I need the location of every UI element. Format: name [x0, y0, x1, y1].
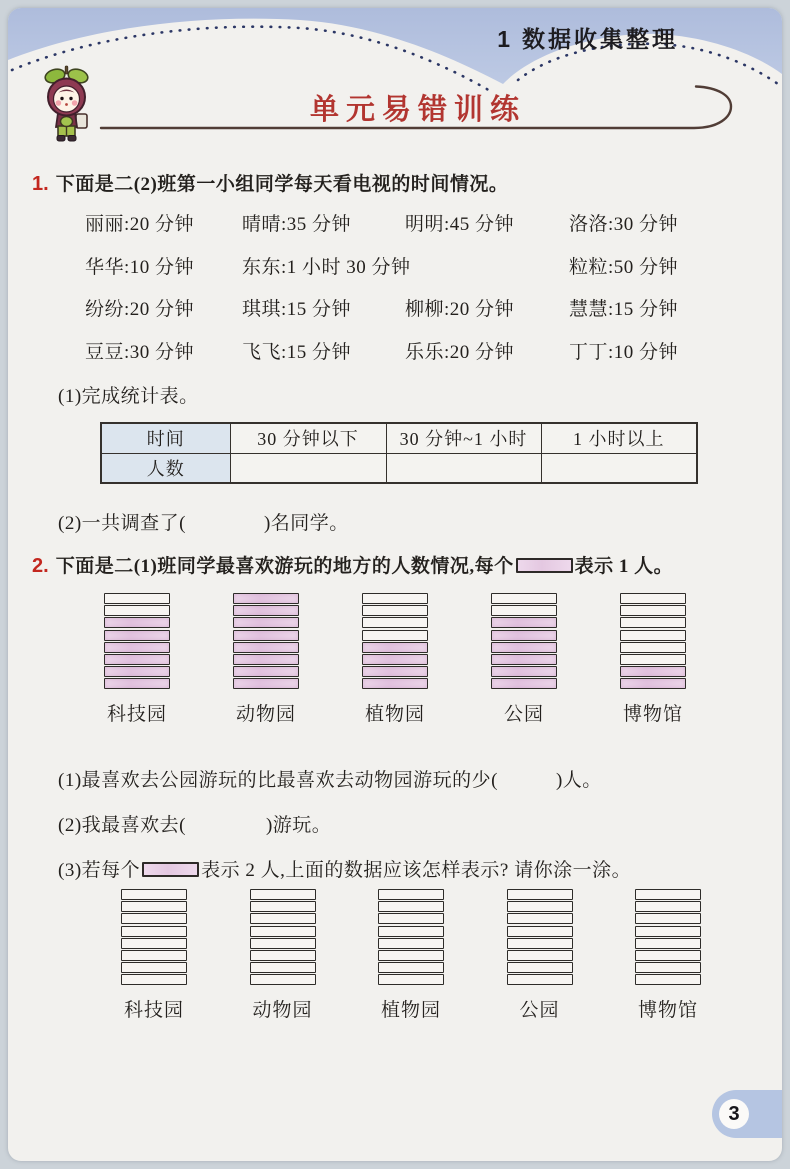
pictograph-cell — [362, 630, 428, 641]
pictograph-column — [378, 889, 444, 1022]
pictograph-cell — [620, 630, 686, 641]
question-1-sub-2 — [58, 508, 349, 535]
pictograph-cell — [362, 617, 428, 628]
question-2-sub-1-suffix: )人。 — [555, 770, 602, 791]
pictograph-cell — [250, 938, 316, 949]
category-label: 科技园 — [123, 999, 184, 1021]
statistics-table — [100, 422, 698, 484]
page-title: 单元易错训练 — [309, 94, 526, 126]
pictograph-cell — [635, 962, 701, 973]
pictograph-cell — [104, 605, 170, 616]
pictograph-column — [635, 889, 701, 1022]
pictograph-chart-1 — [104, 593, 686, 726]
tv-time-entry: 晴晴:35 分钟 — [242, 214, 352, 235]
tv-time-entry: 慧慧:15 分钟 — [569, 299, 679, 321]
question-2-sub-3-suffix: 表示 2 人,上面的数据应该怎样表示? 请你涂一涂。 — [201, 860, 632, 881]
category-label: 公园 — [519, 999, 560, 1021]
question-1-number: 1. — [32, 173, 49, 195]
tv-time-entry: 飞飞:15 分钟 — [242, 341, 352, 363]
pictograph-cell — [635, 889, 701, 900]
table-cell: 1 小时以上 — [541, 423, 697, 453]
question-2 — [32, 551, 673, 578]
pictograph-cell — [620, 593, 686, 604]
question-2-sub-2-suffix: )游玩。 — [265, 815, 332, 836]
workbook-page — [8, 8, 782, 1161]
pictograph-cell — [507, 950, 573, 961]
pictograph-column — [104, 593, 170, 726]
pictograph-column — [250, 889, 316, 1022]
pictograph-cell-stack — [507, 889, 573, 987]
question-2-number: 2. — [32, 555, 49, 577]
pictograph-cell — [121, 901, 187, 912]
pictograph-cell — [121, 913, 187, 924]
pictograph-chart-2-empty — [121, 889, 701, 1022]
category-label: 公园 — [503, 703, 544, 725]
tv-time-entry: 华华:10 分钟 — [85, 256, 195, 278]
pictograph-cell — [507, 901, 573, 912]
pictograph-cell-stack — [635, 889, 701, 987]
category-label: 动物园 — [252, 999, 313, 1021]
tv-time-entries-grid — [85, 209, 743, 379]
page-number-pill — [712, 1090, 782, 1138]
pictograph-cell — [491, 605, 557, 616]
tv-time-entry: 丽丽:20 分钟 — [85, 214, 195, 235]
pictograph-cell — [121, 926, 187, 937]
pictograph-cell-filled — [104, 617, 170, 628]
pictograph-cell — [250, 889, 316, 900]
tv-time-entry: 纷纷:20 分钟 — [85, 299, 195, 321]
page-number: 3 — [719, 1099, 749, 1129]
pictograph-cell-filled — [104, 666, 170, 677]
pictograph-cell-filled — [491, 678, 557, 689]
question-2-sub-3-prefix: (3)若每个 — [58, 860, 141, 881]
pictograph-cell — [635, 901, 701, 912]
question-2-sub-2-prefix: (2)我最喜欢去( — [58, 815, 186, 836]
category-label: 科技园 — [106, 703, 167, 725]
pictograph-cell — [620, 654, 686, 665]
pictograph-cell-filled — [491, 617, 557, 628]
question-2-sub-2 — [58, 810, 331, 837]
pictograph-cell — [507, 889, 573, 900]
pictograph-cell — [250, 950, 316, 961]
question-2-sub-1 — [58, 765, 602, 792]
tv-time-entry: 明明:45 分钟 — [405, 214, 515, 235]
pictograph-cell-filled — [233, 666, 299, 677]
pictograph-cell — [250, 913, 316, 924]
statistics-table-body — [101, 423, 697, 483]
pictograph-column — [507, 889, 573, 1022]
question-1-sub-2-suffix: )名同学。 — [263, 513, 349, 534]
pictograph-cell-stack — [362, 593, 428, 691]
chapter-title: 数据收集整理 — [522, 26, 678, 52]
category-label: 博物馆 — [622, 703, 683, 725]
pictograph-cell — [378, 950, 444, 961]
pictograph-cell — [250, 962, 316, 973]
table-cell: 30 分钟以下 — [230, 423, 386, 453]
pictograph-cell — [620, 642, 686, 653]
pictograph-cell — [491, 593, 557, 604]
pictograph-cell — [635, 974, 701, 985]
pictograph-cell-filled — [362, 666, 428, 677]
question-1-sub-2-prefix: (2)一共调查了( — [58, 513, 186, 534]
pictograph-cell-stack — [121, 889, 187, 987]
pictograph-cell — [104, 593, 170, 604]
legend-pink-box — [142, 862, 199, 877]
pictograph-cell-filled — [362, 654, 428, 665]
pictograph-column — [233, 593, 299, 726]
pictograph-cell — [121, 938, 187, 949]
pictograph-cell-filled — [104, 630, 170, 641]
pictograph-cell-filled — [491, 666, 557, 677]
pictograph-cell — [121, 889, 187, 900]
pictograph-cell — [378, 889, 444, 900]
pictograph-cell — [635, 950, 701, 961]
pictograph-column — [491, 593, 557, 726]
tv-time-entry: 琪琪:15 分钟 — [242, 299, 352, 321]
pictograph-cell-stack — [378, 889, 444, 987]
pictograph-cell — [378, 901, 444, 912]
pictograph-cell-filled — [233, 605, 299, 616]
pictograph-cell — [378, 974, 444, 985]
pictograph-cell — [121, 950, 187, 961]
question-2-text-suffix: 表示 1 人。 — [574, 556, 674, 577]
pictograph-cell-filled — [233, 678, 299, 689]
pictograph-cell-filled — [104, 678, 170, 689]
pictograph-cell — [250, 974, 316, 985]
category-label: 博物馆 — [637, 999, 698, 1021]
pictograph-cell — [620, 617, 686, 628]
pictograph-cell-stack — [620, 593, 686, 691]
pictograph-column — [121, 889, 187, 1022]
pictograph-cell — [378, 962, 444, 973]
pictograph-cell-filled — [362, 678, 428, 689]
pictograph-cell — [121, 962, 187, 973]
pictograph-cell-filled — [233, 593, 299, 604]
pictograph-cell — [635, 913, 701, 924]
tv-time-entry: 丁丁:10 分钟 — [569, 341, 679, 363]
question-1-sub-1: (1)完成统计表。 — [58, 386, 199, 407]
pictograph-cell — [635, 926, 701, 937]
pictograph-cell-filled — [104, 654, 170, 665]
tv-time-entry: 乐乐:20 分钟 — [405, 341, 515, 363]
question-1 — [32, 169, 508, 196]
table-label-cell: 人数 — [101, 453, 230, 483]
pictograph-cell-filled — [491, 654, 557, 665]
question-2-text-prefix: 下面是二(1)班同学最喜欢游玩的地方的人数情况,每个 — [55, 556, 514, 577]
pictograph-cell — [378, 926, 444, 937]
pictograph-cell-filled — [233, 642, 299, 653]
pictograph-cell-filled — [620, 666, 686, 677]
pictograph-cell — [620, 605, 686, 616]
pictograph-column — [362, 593, 428, 726]
pictograph-cell-filled — [233, 630, 299, 641]
tv-time-entry: 豆豆:30 分钟 — [85, 341, 195, 363]
pictograph-cell — [507, 926, 573, 937]
pictograph-cell-stack — [250, 889, 316, 987]
pictograph-cell-filled — [233, 654, 299, 665]
category-label: 动物园 — [235, 703, 296, 725]
table-label-cell: 时间 — [101, 423, 230, 453]
category-label: 植物园 — [364, 703, 425, 725]
chapter-number: 1 — [497, 26, 510, 52]
table-cell — [386, 453, 541, 483]
pictograph-cell — [121, 974, 187, 985]
pictograph-cell — [507, 938, 573, 949]
chapter-header — [497, 21, 678, 54]
tv-time-entry: 洛洛:30 分钟 — [569, 214, 679, 235]
table-cell — [230, 453, 386, 483]
question-2-sub-3 — [58, 855, 631, 882]
question-1-text: 下面是二(2)班第一小组同学每天看电视的时间情况。 — [55, 174, 509, 195]
pictograph-cell-filled — [104, 642, 170, 653]
tv-time-entry: 粒粒:50 分钟 — [569, 256, 679, 278]
pictograph-cell — [362, 593, 428, 604]
table-row — [101, 423, 697, 453]
pictograph-cell — [250, 901, 316, 912]
table-cell — [541, 453, 697, 483]
pictograph-column — [620, 593, 686, 726]
question-2-sub-1-prefix: (1)最喜欢去公园游玩的比最喜欢去动物园游玩的少( — [58, 770, 498, 791]
legend-pink-box — [516, 558, 573, 573]
pictograph-cell — [507, 962, 573, 973]
pictograph-cell — [250, 926, 316, 937]
mascot-illustration — [34, 64, 100, 148]
pictograph-cell-filled — [620, 678, 686, 689]
pictograph-cell — [507, 974, 573, 985]
pictograph-cell-stack — [233, 593, 299, 691]
pictograph-cell-filled — [491, 630, 557, 641]
pictograph-cell-filled — [491, 642, 557, 653]
pictograph-cell-stack — [491, 593, 557, 691]
pictograph-cell — [635, 938, 701, 949]
table-cell: 30 分钟~1 小时 — [386, 423, 541, 453]
table-row — [101, 453, 697, 483]
pictograph-cell-stack — [104, 593, 170, 691]
category-label: 植物园 — [380, 999, 441, 1021]
pictograph-cell — [507, 913, 573, 924]
tv-time-entry: 柳柳:20 分钟 — [405, 299, 515, 321]
tv-time-entry: 东东:1 小时 30 分钟 — [242, 256, 411, 278]
pictograph-cell — [378, 938, 444, 949]
pictograph-cell-filled — [362, 642, 428, 653]
pictograph-cell — [378, 913, 444, 924]
pictograph-cell-filled — [233, 617, 299, 628]
pictograph-cell — [362, 605, 428, 616]
